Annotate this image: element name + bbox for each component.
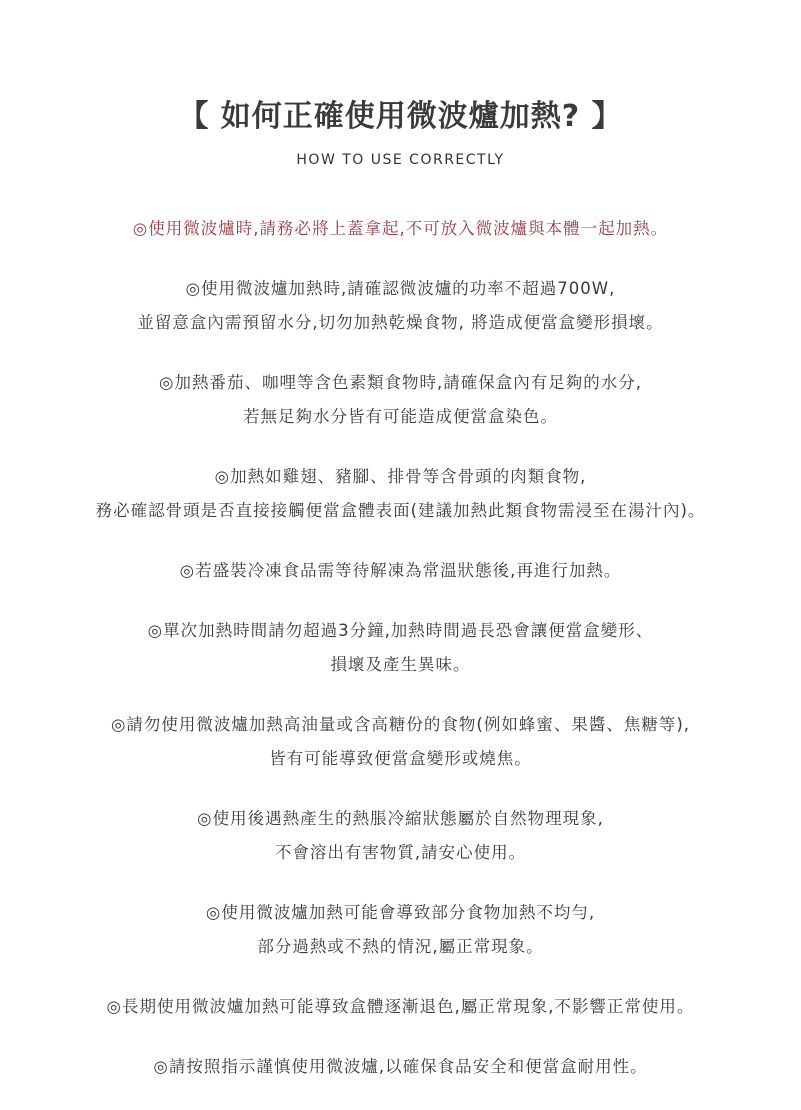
instruction-item-expansion (0, 802, 801, 870)
instruction-line: ◎使用後遇熱產生的熱脹冷縮狀態屬於自然物理現象, (197, 809, 604, 828)
page-title: 【 如何正確使用微波爐加熱? 】 (178, 99, 623, 134)
instruction-line: 損壞及產生異味。 (330, 655, 471, 674)
instruction-line: ◎使用微波爐時,請務必將上蓋拿起,不可放入微波爐與本體一起加熱。 (132, 219, 669, 238)
instruction-item-uneven-heating (0, 896, 801, 964)
instruction-line: 皆有可能導致便當盒變形或燒焦。 (269, 749, 532, 768)
instruction-item-frozen (0, 554, 801, 588)
page-subtitle: HOW TO USE CORRECTLY (296, 152, 505, 168)
instruction-line: ◎若盛裝冷凍食品需等待解凍為常溫狀態後,再進行加熱。 (179, 561, 622, 580)
instruction-item-fading (0, 990, 801, 1024)
instruction-item-oil-sugar (0, 708, 801, 776)
instruction-item-time-limit (0, 614, 801, 682)
instruction-line: ◎加熱番茄、咖哩等含色素類食物時,請確保盒內有足夠的水分, (159, 373, 642, 392)
instruction-line: 部分過熱或不熱的情況,屬正常現象。 (257, 937, 544, 956)
instruction-item-power (0, 272, 801, 340)
instruction-line: ◎請按照指示謹慎使用微波爐,以確保食品安全和便當盒耐用性。 (153, 1057, 648, 1076)
instruction-line: ◎加熱如雞翅、豬腳、排骨等含骨頭的肉類食物, (214, 467, 587, 486)
instruction-line: ◎使用微波爐加熱時,請確認微波爐的功率不超過700W, (185, 279, 616, 298)
instruction-item-safety (0, 1050, 801, 1084)
instruction-line: 若無足夠水分皆有可能造成便當盒染色。 (243, 407, 558, 426)
instruction-item-pigment (0, 366, 801, 434)
instruction-line: 並留意盒內需預留水分,切勿加熱乾燥食物, 將造成便當盒變形損壞。 (137, 313, 664, 332)
instruction-list (0, 212, 801, 1110)
instruction-item-warning (0, 212, 801, 246)
instruction-item-bones (0, 460, 801, 528)
instruction-line: ◎請勿使用微波爐加熱高油量或含高糖份的食物(例如蜂蜜、果醬、焦糖等), (110, 715, 691, 734)
instruction-line: 務必確認骨頭是否直接接觸便當盒體表面(建議加熱此類食物需浸至在湯汁內)。 (95, 501, 706, 520)
instruction-line: 不會溶出有害物質,請安心使用。 (274, 843, 527, 862)
instruction-line: ◎使用微波爐加熱可能會導致部分食物加熱不均勻, (205, 903, 596, 922)
instruction-line: ◎長期使用微波爐加熱可能導致盒體逐漸退色,屬正常現象,不影響正常使用。 (106, 997, 695, 1016)
instruction-line: ◎單次加熱時間請勿超過3分鐘,加熱時間過長恐會讓便當盒變形、 (147, 621, 654, 640)
